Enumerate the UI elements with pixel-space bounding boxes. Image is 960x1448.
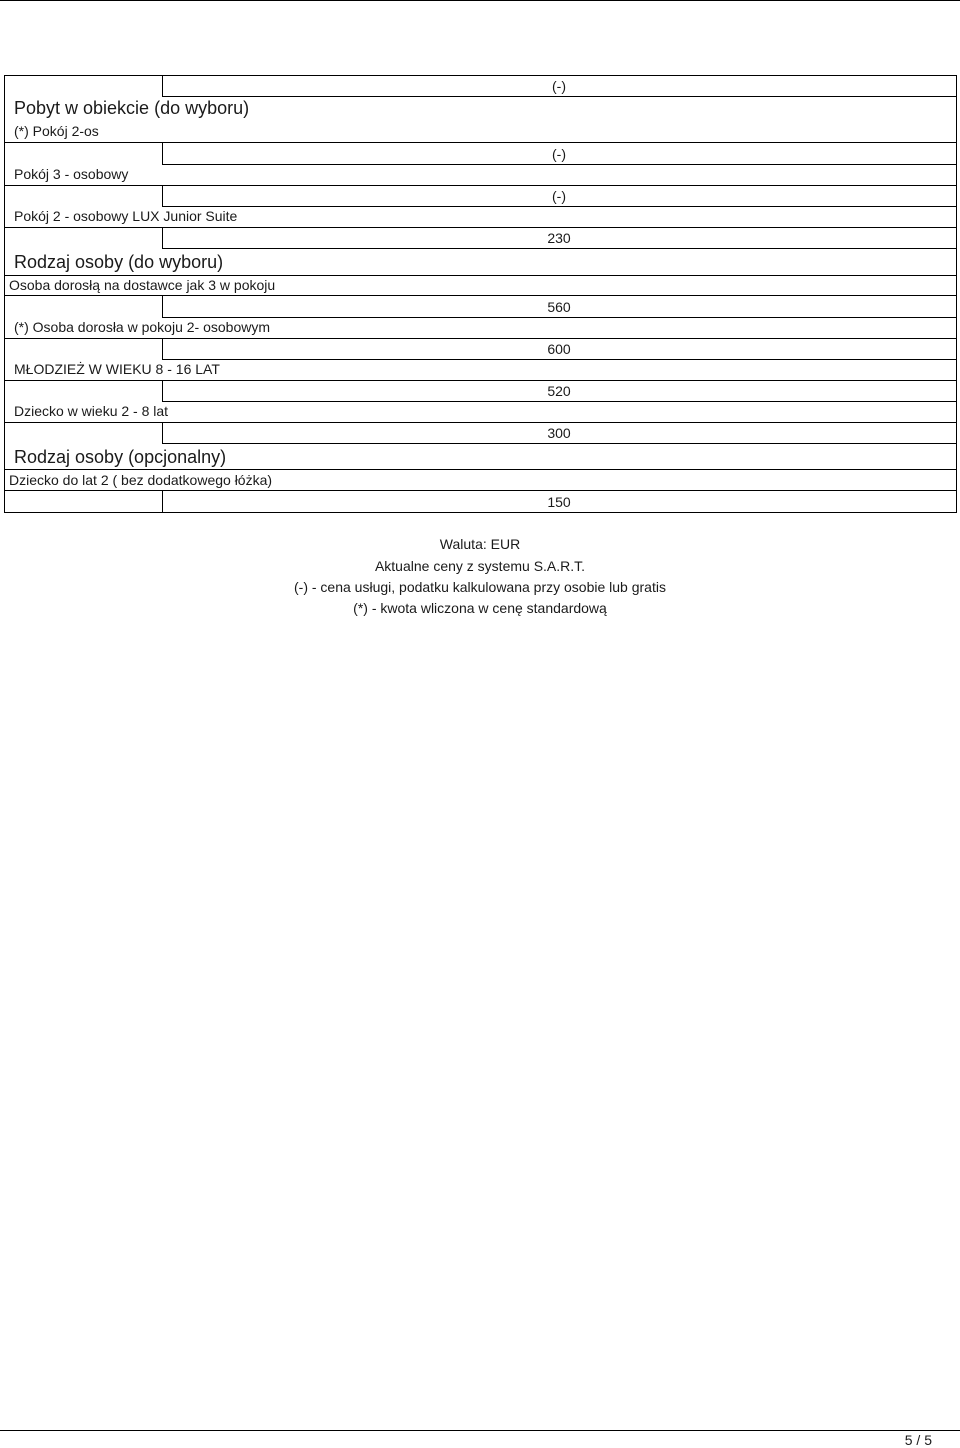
row-divider bbox=[4, 422, 956, 423]
column-divider bbox=[162, 142, 163, 165]
column-divider bbox=[162, 185, 163, 207]
row-divider bbox=[163, 317, 956, 318]
currency-note: Waluta: EUR bbox=[439, 536, 521, 552]
row-divider bbox=[4, 338, 956, 339]
row-label: MŁODZIEŻ W WIEKU 8 - 16 LAT bbox=[14, 361, 220, 377]
row-price: 520 bbox=[547, 383, 571, 399]
row-price: (-) bbox=[552, 146, 566, 162]
section-header-person-type: Rodzaj osoby (do wyboru) bbox=[14, 252, 224, 272]
column-divider bbox=[162, 380, 163, 402]
row-price: (-) bbox=[552, 78, 566, 94]
row-label: Osoba dorosłą na dostawce jak 3 w pokoju bbox=[9, 277, 276, 293]
top-rule bbox=[0, 0, 960, 1]
row-divider bbox=[163, 206, 956, 207]
row-price: (-) bbox=[552, 188, 566, 204]
row-price: 150 bbox=[547, 494, 571, 510]
row-price: 230 bbox=[547, 230, 571, 246]
row-divider bbox=[163, 96, 956, 97]
row-price: 560 bbox=[547, 299, 571, 315]
column-divider bbox=[162, 422, 163, 444]
row-price: 300 bbox=[547, 425, 571, 441]
column-divider bbox=[162, 75, 163, 97]
row-divider bbox=[4, 227, 956, 228]
row-divider bbox=[4, 185, 956, 186]
bottom-rule bbox=[0, 1430, 960, 1431]
column-divider bbox=[162, 338, 163, 360]
row-divider bbox=[163, 443, 956, 444]
row-divider bbox=[4, 142, 956, 143]
column-divider bbox=[162, 490, 163, 513]
row-divider bbox=[4, 380, 956, 381]
row-divider bbox=[163, 248, 956, 249]
section-header-stay: Pobyt w obiekcie (do wyboru) bbox=[14, 98, 250, 118]
row-divider bbox=[4, 275, 956, 276]
source-note: Aktualne ceny z systemu S.A.R.T. bbox=[374, 558, 586, 574]
row-divider bbox=[163, 359, 956, 360]
row-divider bbox=[4, 295, 956, 296]
page-number: 5 / 5 bbox=[904, 1432, 932, 1448]
column-divider bbox=[162, 295, 163, 318]
column-divider bbox=[162, 227, 163, 249]
row-label: (*) Pokój 2-os bbox=[14, 123, 99, 139]
row-price: 600 bbox=[547, 341, 571, 357]
row-divider bbox=[4, 490, 956, 491]
section-header-person-type-optional: Rodzaj osoby (opcjonalny) bbox=[14, 447, 227, 467]
row-divider bbox=[163, 164, 956, 165]
row-label: Pokój 3 - osobowy bbox=[14, 166, 129, 182]
row-divider bbox=[163, 401, 956, 402]
row-label: (*) Osoba dorosła w pokoju 2- osobowym bbox=[14, 319, 271, 335]
row-divider bbox=[4, 469, 956, 470]
row-label: Pokój 2 - osobowy LUX Junior Suite bbox=[14, 208, 238, 224]
row-label: Dziecko do lat 2 ( bez dodatkowego łóżka) bbox=[9, 472, 273, 488]
row-label: Dziecko w wieku 2 - 8 lat bbox=[14, 403, 169, 419]
legend-star-note: (*) - kwota wliczona w cenę standardową bbox=[353, 600, 607, 616]
legend-dash-note: (-) - cena usługi, podatku kalkulowana przy osobie lub gratis bbox=[294, 579, 666, 595]
